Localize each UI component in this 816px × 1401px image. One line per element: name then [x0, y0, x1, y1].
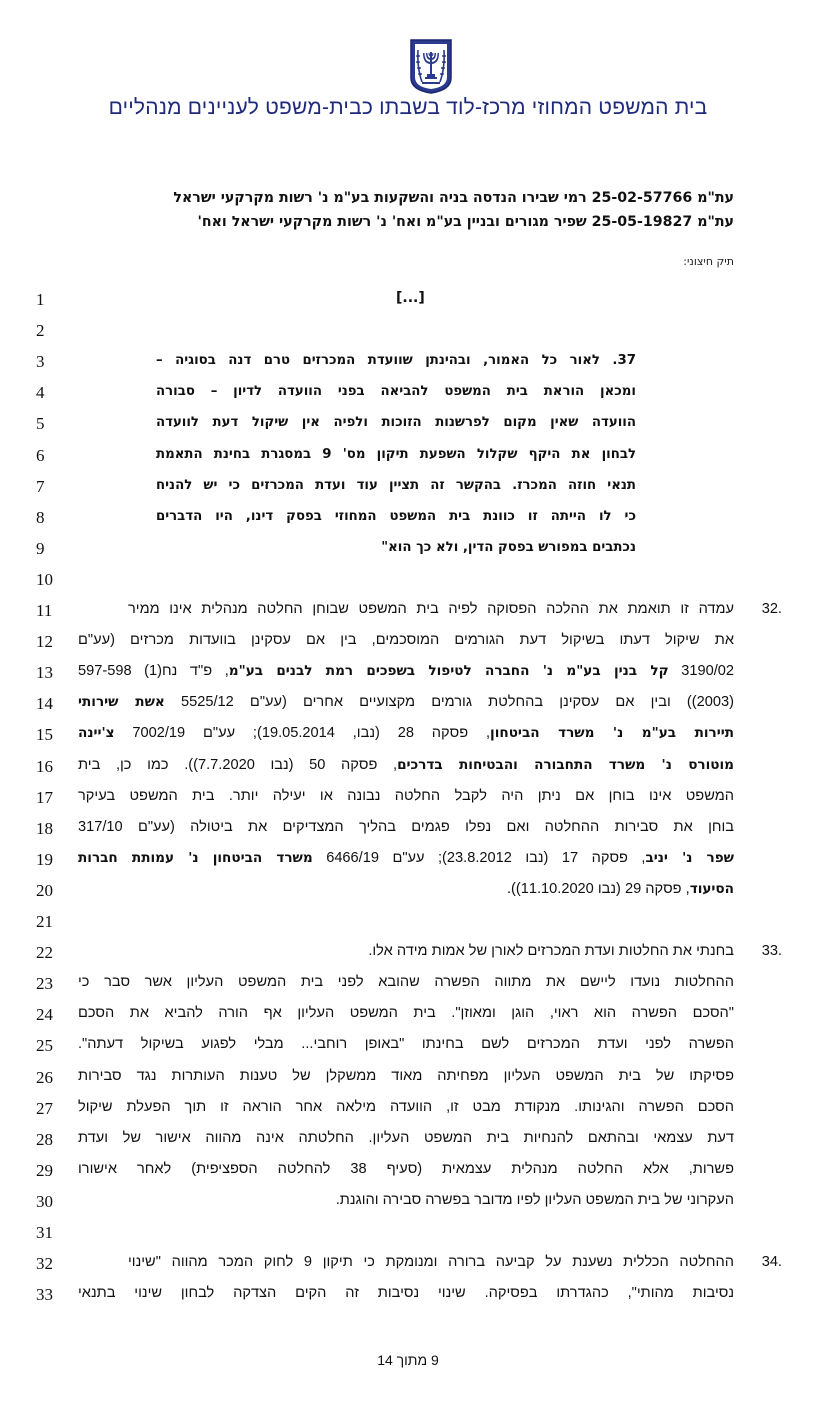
text-run: המשפט אינו בוחן אם ניתן היה לקבל החלטה נבונה או יעילה יותר. בית המשפט בעיקר — [78, 787, 734, 804]
case-titles — [173, 186, 734, 234]
line-number: 20 — [36, 880, 53, 900]
quote-line: נכתבים במפורש בפסק הדין, ולא כך הוא" — [381, 539, 636, 555]
quote-line: 37. לאור כל האמור, ובהינתן שוועדת המכרזים טרם דנה בסוגיה – — [156, 353, 636, 369]
line-number: 27 — [36, 1098, 53, 1118]
line-number: 4 — [36, 383, 45, 403]
paragraph-line — [78, 632, 734, 648]
text-run: נסיבות מהותי", כהגדרתו בפסיקה. שינוי נסיבות זה הקים הצדקה לבחון שינוי בתנאי — [78, 1285, 734, 1302]
case-citation: שפר נ' יניב — [645, 849, 734, 866]
text-run: פסיקתו של בית המשפט העליון מפחיתה מאוד ממשקלן של טענות העותרות נגד סבירות — [78, 1067, 734, 1084]
text-run: "הסכם הפשרה הוא ראוי, הוגן ומאוזן". בית המשפט העליון אף הורה להביא את הסכם — [78, 1005, 734, 1022]
text-run: העקרוני של בית המשפט העליון לפיו מדובר בפשרה סבירה והוגנת. — [335, 1191, 734, 1208]
paragraph-line — [78, 881, 734, 897]
line-number: 25 — [36, 1036, 53, 1056]
case-citation: מוטורס נ' משרד התחבורה והבטיחות בדרכים — [397, 756, 735, 773]
line-number: 33 — [36, 1285, 53, 1305]
line-number: 8 — [36, 507, 45, 527]
line-number: 16 — [36, 756, 53, 776]
line-number: 21 — [36, 912, 53, 931]
quote-line: ומכאן הוראת בית המשפט להביאה בפני הוועדה לדיון – סבורה — [156, 384, 636, 400]
paragraph-line — [128, 943, 734, 959]
text-run: , פ"ד נח(1) 597-598 — [78, 663, 229, 680]
text-run: פשרות, אלא החלטה מנהלית עצמאית (סעיף 38 להחלטה הספציפית) לאחר אישורו — [78, 1160, 734, 1177]
case-citation: הסיעוד — [689, 880, 734, 897]
paragraph-line — [78, 850, 734, 866]
line-number: 29 — [36, 1160, 53, 1180]
line-number: 24 — [36, 1005, 53, 1025]
line-number: 11 — [36, 601, 53, 620]
state-emblem-icon — [408, 38, 454, 94]
paragraph-line — [78, 788, 734, 804]
line-number: 15 — [36, 725, 53, 745]
line-number: 28 — [36, 1129, 53, 1149]
line-number: 26 — [36, 1067, 53, 1087]
paragraph-number: 34. — [761, 1254, 782, 1271]
quote-line: כי לו הייתה זו כוונת בית המשפט המחוזי בפסק דינו, היו הדברים — [156, 508, 636, 524]
page-indicator: 9 מתוך 14 — [377, 1352, 439, 1368]
case-citation: משרד הביטחון נ' עמותת חברות — [78, 849, 313, 866]
text-run: (2003)) ובין אם עסקינן בהחלטת גורמים מקצועיים אחרים (עע"ם 5525/12 — [164, 694, 734, 711]
paragraph-line — [78, 1161, 734, 1177]
paragraph-line — [128, 601, 734, 617]
line-number: 7 — [36, 476, 45, 496]
text-run: בוחן את סבירות ההחלטה ואם נפלו פגמים בהליך המצדיקים את ביטולה (עע"ם 317/10 — [78, 818, 734, 835]
paragraph-line — [78, 1005, 734, 1021]
quote-line: תנאי חוזה המכרז. בהקשר זה תציין עוד ועדת המכרזים כי יש להניח — [156, 477, 636, 493]
paragraph-number: 33. — [761, 943, 782, 960]
case-citation: תיירות בע"מ נ' משרד הביטחון — [490, 725, 734, 742]
case-citation: צ'יינה — [78, 725, 115, 742]
external-file-label: תיק חיצוני: — [683, 255, 734, 268]
text-run: 3190/02 — [668, 663, 734, 680]
case-citation: אשת שירותי — [78, 694, 165, 711]
text-run: , פסקה 17 (נבו 23.8.2012); עע"ם 6466/19 — [312, 849, 646, 866]
line-number: 32 — [36, 1254, 53, 1274]
paragraph-line — [78, 974, 734, 990]
text-run: את שיקול דעתו בשיקול דעת הגורמים המוסכמים, בין אם עסקינן בוועדות מכרזים (עע"ם — [78, 632, 734, 649]
case-title-1: עת"מ 25-02-57766 רמי שבירו הנדסה בניה והשקעות בע"מ נ' רשות מקרקעי ישראל — [173, 190, 734, 206]
line-number: 14 — [36, 694, 53, 714]
line-number: 18 — [36, 818, 53, 838]
line-number: 17 — [36, 787, 53, 807]
line-number: 9 — [36, 538, 45, 558]
court-name: בית המשפט המחוזי מרכז-לוד בשבתו כבית-משפט לעניינים מנהליים — [108, 96, 708, 119]
text-run: בחנתי את החלטות ועדת המכרזים לאורן של אמות מידה אלו. — [368, 943, 734, 960]
line-number: 3 — [36, 352, 45, 372]
line-number: 31 — [36, 1223, 53, 1242]
line-number: 22 — [36, 943, 53, 963]
paragraph-line — [128, 1254, 734, 1270]
text-run: , פסקה 29 (נבו 11.10.2020)). — [506, 880, 690, 897]
paragraph-line — [78, 1285, 734, 1301]
text-run: , פסקה 28 (נבו, 19.05.2014); עע"ם 7002/19 — [114, 725, 491, 742]
line-number: 2 — [36, 321, 45, 341]
paragraph-line — [78, 694, 734, 710]
line-number: 19 — [36, 849, 53, 869]
line-number: 12 — [36, 632, 53, 652]
paragraph-line — [78, 1068, 734, 1084]
quote-line: הוועדה שאין מקום לפרשנות הזוכות ולפיה אין שיקול דעת לוועדה — [156, 415, 636, 431]
text-run: הפשרה לפני ועדת המכרזים לשם בחינתו "באופן רוחבי... מבלי לפגוע בשיקול דעתה". — [78, 1036, 734, 1053]
line-number: 10 — [36, 569, 53, 589]
paragraph-line — [78, 1192, 734, 1208]
paragraph-line — [78, 757, 734, 773]
paragraph-number: 32. — [761, 601, 782, 617]
text-run: ההחלטה הכללית נשענת על קביעה ברורה ומנומקת כי תיקון 9 לחוק המכר מהווה "שינוי — [128, 1254, 734, 1271]
text-run: דעת עצמאי ובהתאם להנחיות בית המשפט העליון. החלטתה אינה מהווה אישור של ועדת — [78, 1129, 734, 1146]
text-run: ההחלטות נועדו ליישם את מתווה הפשרה שהובא לפני בית המשפט העליון אשר סבר כי — [78, 974, 734, 991]
line-number: 5 — [36, 414, 45, 434]
line-number: 1 — [36, 290, 45, 309]
case-citation: קל בנין בע"מ נ' החברה לטיפול בשפכים רמת לבנים בע"מ — [228, 663, 669, 680]
text-run: , פסקה 50 (נבו 7.7.2020)). כמו כן, בית — [78, 756, 398, 773]
paragraph-line — [78, 725, 734, 741]
paragraph-line — [78, 1036, 734, 1052]
paragraph-line — [78, 819, 734, 835]
line-number: 30 — [36, 1191, 53, 1211]
paragraph-line — [78, 1099, 734, 1115]
case-title-2: עת"מ 25-05-19827 שפיר מגורים ובניין בע"מ ואח' נ' רשות מקרקעי ישראל ואח' — [197, 214, 734, 230]
text-run: הסכם הפשרה והגינותו. מנקודת מבט זו, הוועדה מילאה אחר הוראה זו תוך הפעלת שיקול — [78, 1098, 734, 1115]
line-number: 6 — [36, 445, 45, 465]
quote-line: לבחון את היקף שקלול השפעת תיקון מס' 9 במסגרת בחינת התאמת — [156, 446, 636, 462]
text-run: עמדה זו תואמת את ההלכה הפסוקה לפיה בית המשפט שבוחן החלטה מנהלית אינו ממיר — [128, 601, 734, 617]
ellipsis-marker: [...] — [396, 290, 425, 306]
paragraph-line — [78, 1130, 734, 1146]
line-number: 23 — [36, 974, 53, 994]
paragraph-line — [78, 663, 734, 679]
line-number: 13 — [36, 663, 53, 683]
